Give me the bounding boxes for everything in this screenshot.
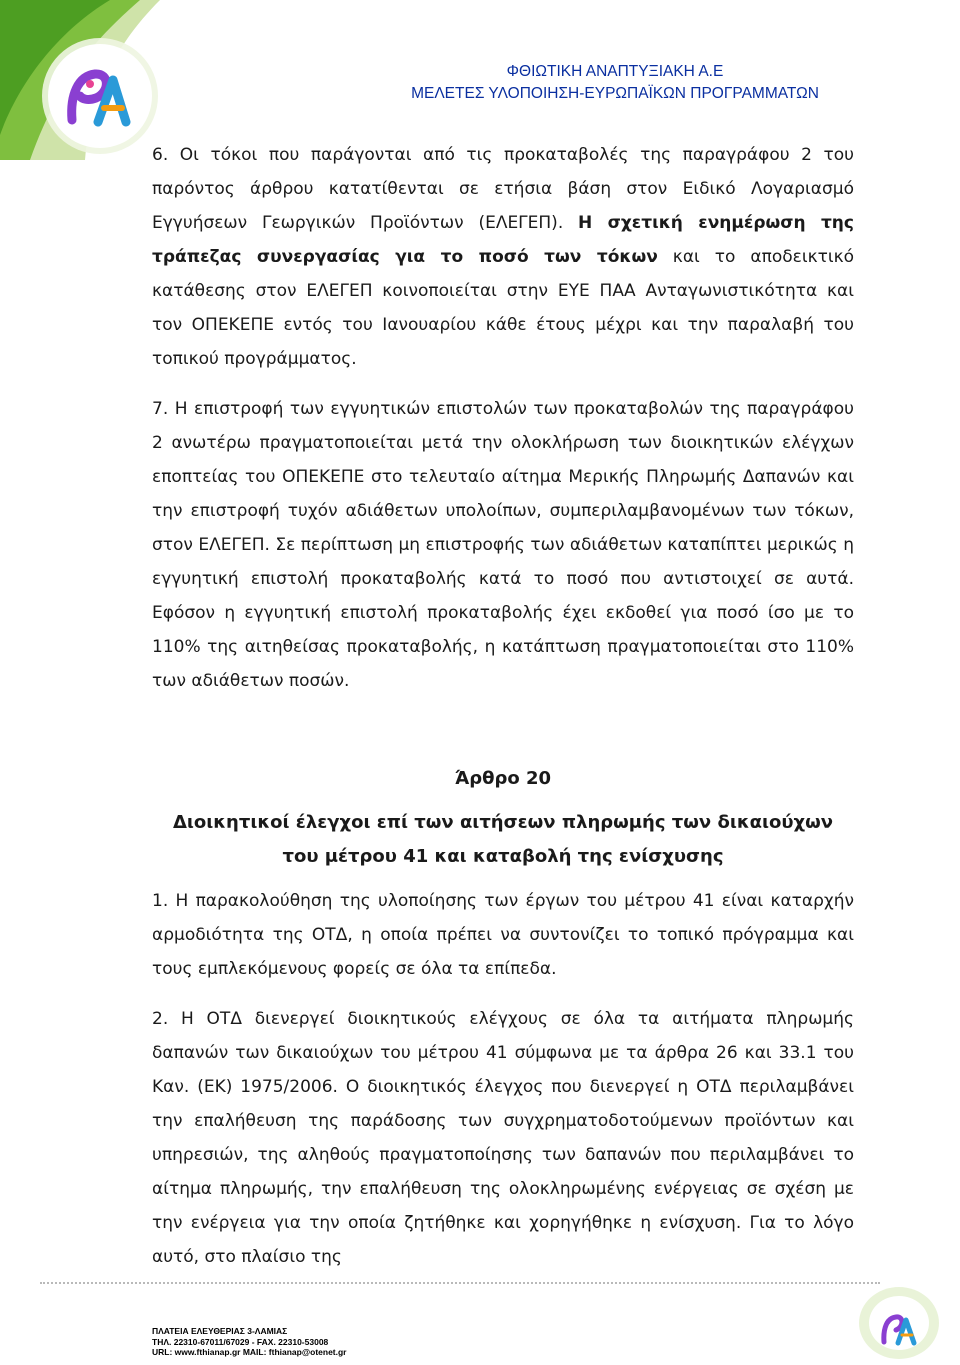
footer-logo-icon: [858, 1286, 940, 1360]
footer-divider: [40, 1282, 880, 1284]
footer-web: URL: www.fthianap.gr MAIL: fthianap@otenet.gr: [152, 1347, 347, 1357]
article-subtitle-line-1: Διοικητικοί έλεγχοι επί των αιτήσεων πληρωμής των δικαιούχων: [172, 812, 834, 833]
header-company-name: ΦΘΙΩΤΙΚΗ ΑΝΑΠΤΥΞΙΑΚΗ Α.Ε: [506, 63, 724, 80]
article-paragraph-2: 2. Η ΟΤΔ διενεργεί διοικητικούς ελέγχους σε όλα τα αιτήματα πληρωμής δαπανών των δικαιούχων του μέτρου 41 σύμφωνα με τα άρθρα 26 και 33.1 του Καν. (ΕΚ) 1975/2006. Ο διοικητικός έλεγχος που διενεργεί η ΟΤΔ περιλαμβάνει την επαλήθευση της παράδοσης των συγχρηματοδοτούμενων προϊόντων και υπηρεσιών, της αληθούς πραγματοποίησης των δαπανών που περιλαμβάνει το αίτημα πληρωμής, την επαλήθευση της ολοκληρωμένης ενέργειας σε σχέση με την ενέργεια για την οποία ζητήθηκε και χορηγήθηκε η ενίσχυση. Για το λόγο αυτό, στο πλαίσιο της: [152, 1009, 854, 1267]
paragraph-6: [152, 138, 854, 376]
page-header: [410, 61, 820, 105]
company-logo-graphic: [0, 0, 260, 160]
paragraph-7: 7. Η επιστροφή των εγγυητικών επιστολών των προκαταβολών της παραγράφου 2 ανωτέρω πραγματοποιείται μετά την ολοκλήρωση των διοικητικών ελέγχων εποπτείας του ΟΠΕΚΕΠΕ στο τελευταίο αίτημα Μερικής Πληρωμής Δαπανών και την επιστροφή τυχόν αδιάθετων υπολοίπων, συμπεριλαμβανομένων των τόκων, στον ΕΛΕΓΕΠ. Σε περίπτωση μη επιστροφής των αδιάθετων καταπίπτει μερικώς η εγγυητική επιστολή προκαταβολής κατά το ποσό που αντιστοιχεί σε αυτά. Εφόσον η εγγυητική επιστολή προκαταβολής έχει εκδοθεί για ποσό ίσο με το 110% της αιτηθείσας προκαταβολής, η κατάπτωση πραγματοποιείται στο 110% των αδιάθετων ποσών.: [152, 399, 854, 691]
footer-phone: ΤΗΛ. 22310-67011/67029 - FAX. 22310-53008: [152, 1336, 329, 1347]
header-tagline: ΜΕΛΕΤΕΣ ΥΛΟΠΟΙΗΣΗ-ΕΥΡΩΠΑΪΚΩΝ ΠΡΟΓΡΑΜΜΑΤΩΝ: [411, 85, 819, 102]
footer-contact: [152, 1326, 347, 1358]
footer-address: ΠΛΑΤΕΙΑ ΕΛΕΥΘΕΡΙΑΣ 3-ΛΑΜΙΑΣ: [152, 1326, 288, 1336]
article-title: Άρθρο 20: [454, 768, 552, 789]
article-subtitle-line-2: του μέτρου 41 και καταβολή της ενίσχυσης: [282, 846, 724, 867]
paragraph-6-bold: Η σχετική ενημέρωση της τράπεζας συνεργασίας για το ποσό των τόκων: [152, 213, 854, 267]
document-body: [152, 138, 854, 1274]
paragraph-6-rest: και το αποδεικτικό κατάθεσης στον ΕΛΕΓΕΠ κοινοποιείται στην ΕΥΕ ΠΑΑ Ανταγωνιστικότητα και τον ΟΠΕΚΕΠΕ εντός του Ιανουαρίου κάθε έτους μέχρι και την παραλαβή του τοπικού προγράμματος.: [152, 247, 854, 369]
article-paragraph-1: 1. Η παρακολούθηση της υλοποίησης των έργων του μέτρου 41 είναι καταρχήν αρμοδιότητα της ΟΤΔ, η οποία πρέπει να συντονίζει το τοπικό πρόγραμμα και τους εμπλεκόμενους φορείς σε όλα τα επίπεδα.: [152, 891, 854, 979]
paragraph-6-lead: 6. Οι τόκοι που παράγονται από τις προκαταβολές της παραγράφου 2 του παρόντος άρθρου κατατίθενται σε ετήσια βάση στον Ειδικό Λογαριασμό Εγγυήσεων Γεωργικών Προϊόντων (ΕΛΕΓΕΠ).: [152, 145, 854, 233]
